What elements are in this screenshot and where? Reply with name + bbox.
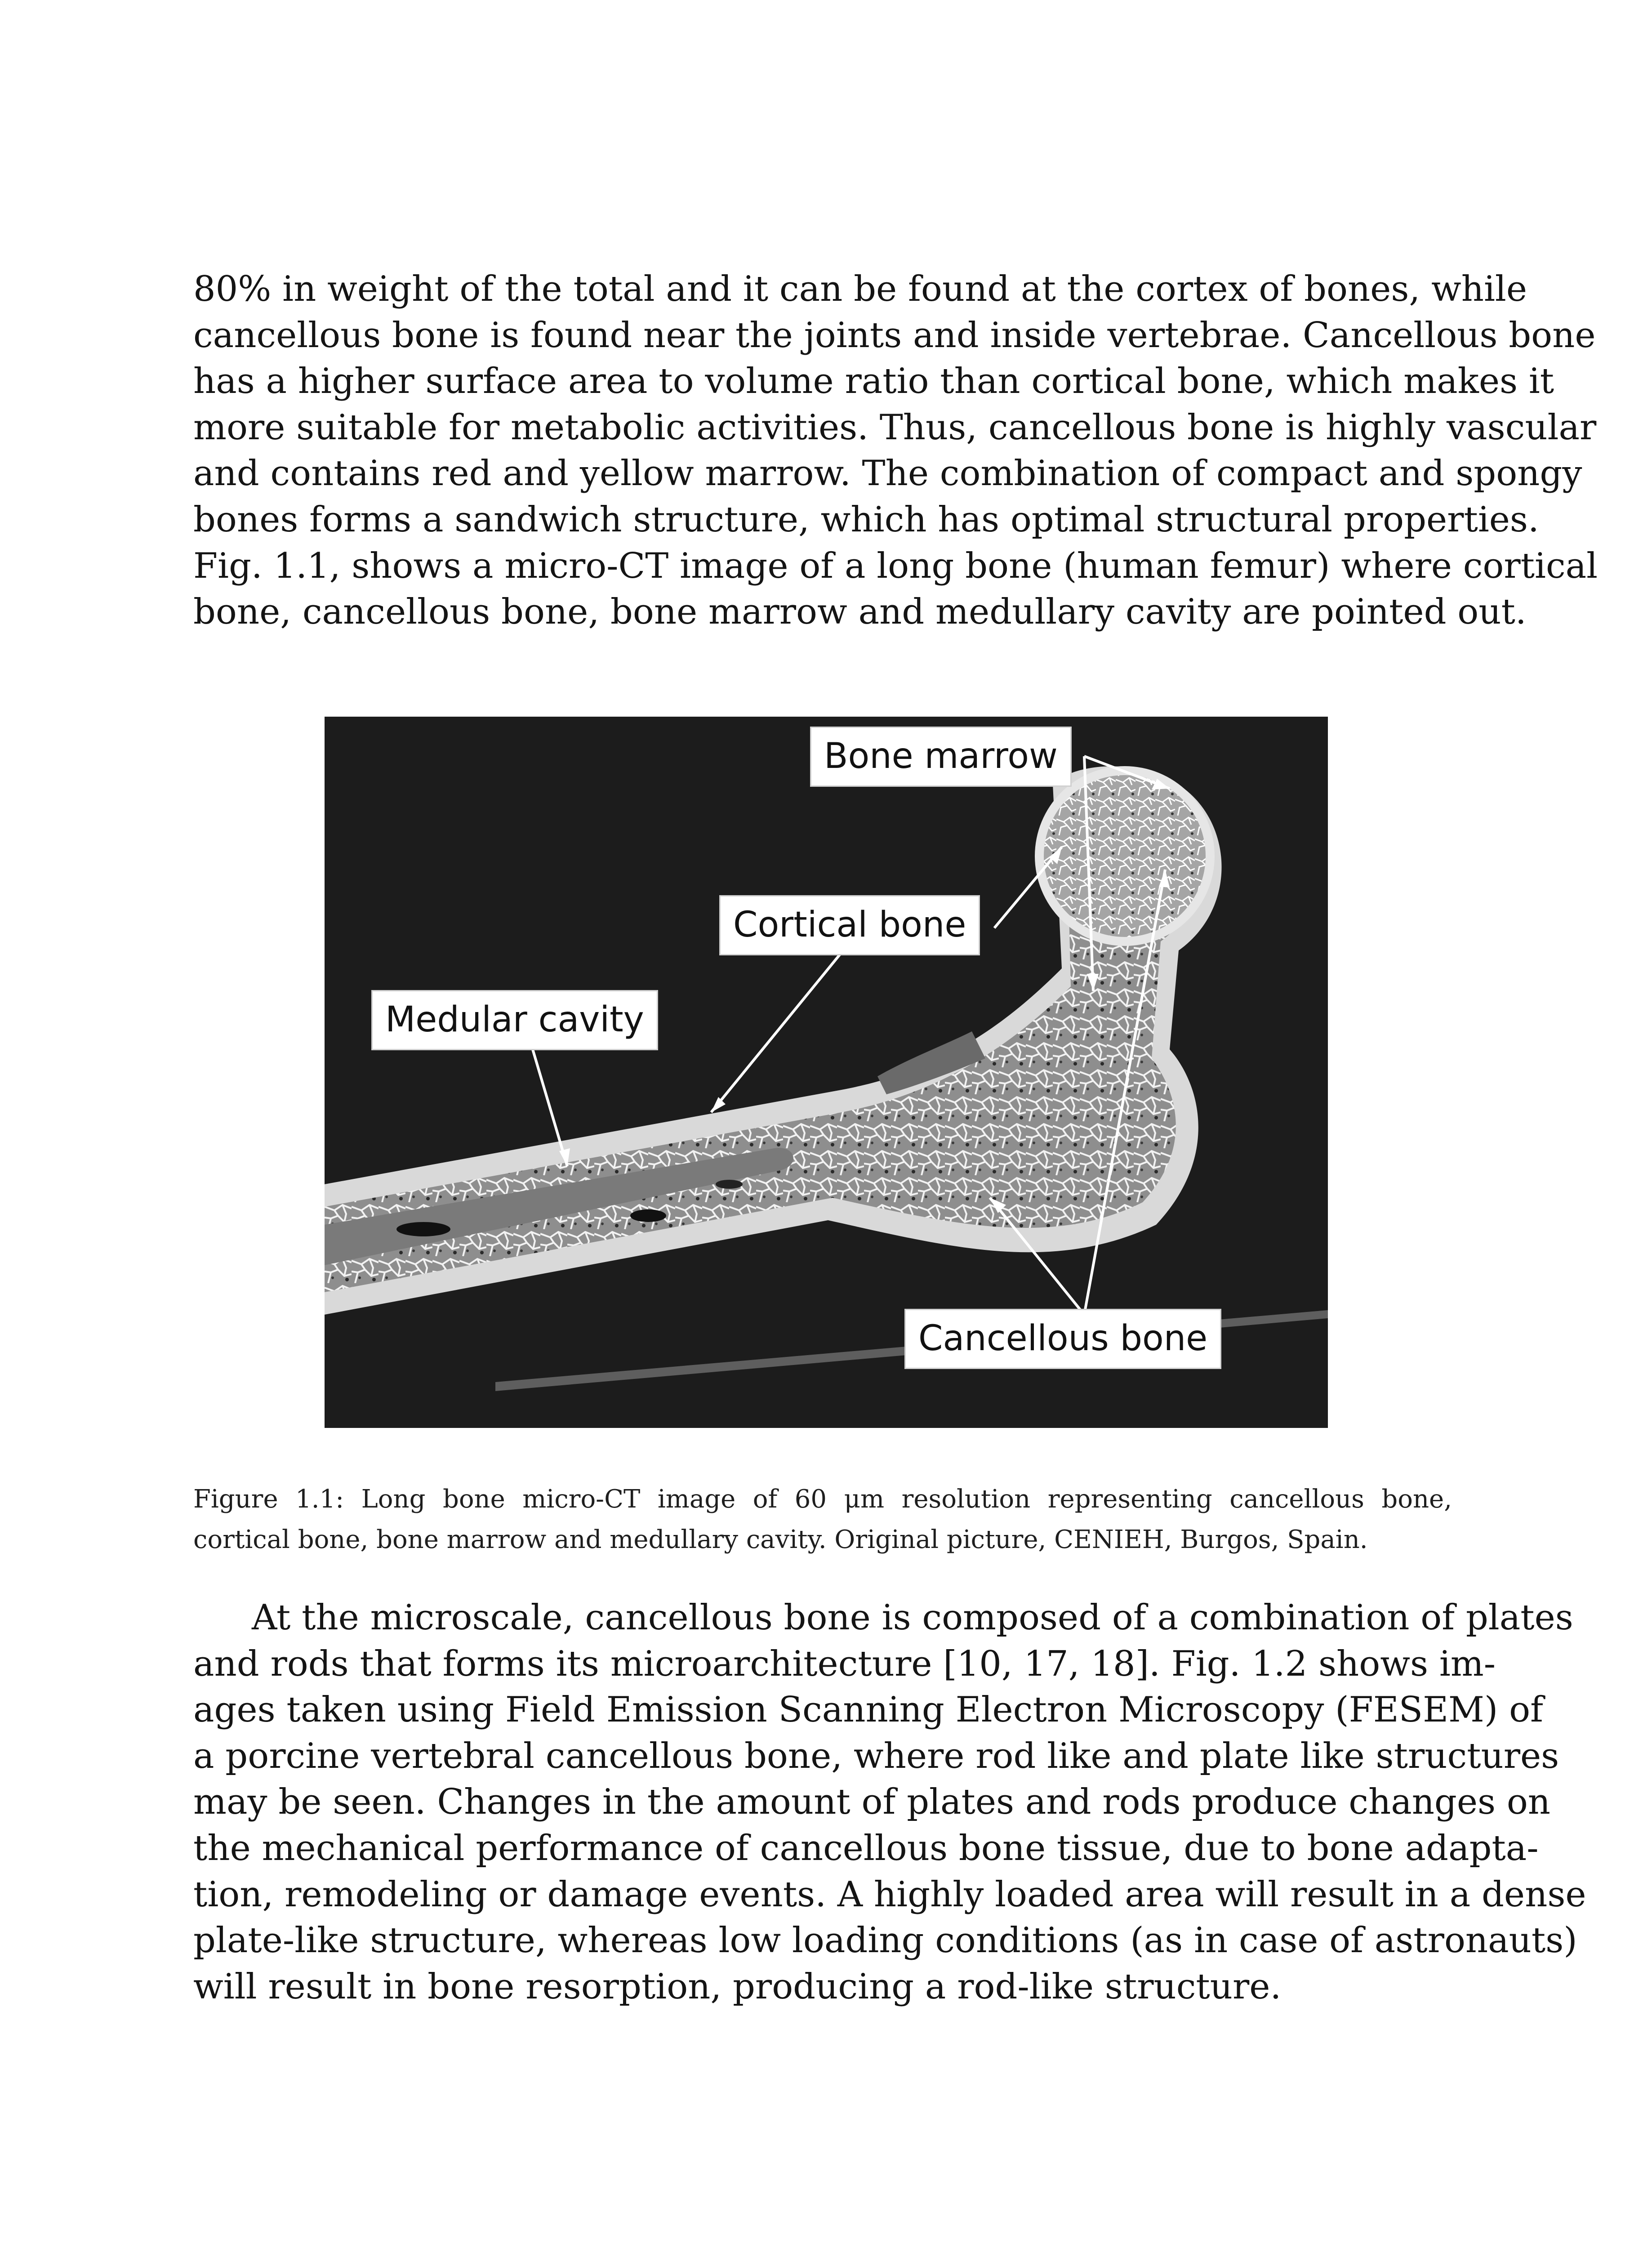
text-line: will result in bone resorption, producing a rod-like structure. <box>193 1966 1282 2007</box>
text-line: bone, cancellous bone, bone marrow and medullary cavity are pointed out. <box>193 592 1527 633</box>
text-line: and contains red and yellow marrow. The combination of compact and spongy <box>193 453 1582 494</box>
body-paragraph-2 <box>193 1595 1586 2010</box>
text-line: bones forms a sandwich structure, which has optimal structural properties. <box>193 499 1539 540</box>
text-line: and rods that forms its microarchitecture [10, 17, 18]. Fig. 1.2 shows im- <box>193 1643 1496 1684</box>
figure-caption <box>193 1479 1452 1560</box>
cancellous-bone-label: Cancellous bone <box>904 1309 1221 1369</box>
text-line: may be seen. Changes in the amount of plates and rods produce changes on <box>193 1782 1551 1823</box>
text-line: Fig. 1.1, shows a micro-CT image of a long bone (human femur) where cortical <box>193 545 1598 586</box>
bone-marrow-label: Bone marrow <box>810 727 1072 787</box>
text-line: ages taken using Field Emission Scanning Electron Microscopy (FESEM) of <box>193 1690 1543 1731</box>
caption-line: cortical bone, bone marrow and medullary cavity. Original picture, CENIEH, Burgos, Spain. <box>193 1525 1368 1554</box>
text-line: plate-like structure, whereas low loading conditions (as in case of astronauts) <box>193 1920 1577 1961</box>
caption-line: Figure 1.1: Long bone micro-CT image of 60 μm resolution representing cancellous bone, <box>193 1485 1452 1514</box>
text-line: the mechanical performance of cancellous bone tissue, due to bone adapta- <box>193 1828 1539 1869</box>
text-line: cancellous bone is found near the joints and inside vertebrae. Cancellous bone <box>193 315 1596 356</box>
text-line: tion, remodeling or damage events. A highly loaded area will result in a dense <box>193 1874 1586 1915</box>
text-line: has a higher surface area to volume ratio than cortical bone, which makes it <box>193 361 1554 402</box>
body-paragraph-1 <box>193 266 1598 635</box>
text-line: 80% in weight of the total and it can be found at the cortex of bones, while <box>193 269 1527 309</box>
micro-ct-figure <box>325 717 1328 1428</box>
medular-cavity-label: Medular cavity <box>371 990 658 1050</box>
text-line: At the microscale, cancellous bone is composed of a combination of plates <box>252 1597 1573 1638</box>
text-line: a porcine vertebral cancellous bone, where rod like and plate like structures <box>193 1735 1559 1776</box>
text-line: more suitable for metabolic activities. Thus, cancellous bone is highly vascular <box>193 407 1597 448</box>
cortical-bone-label: Cortical bone <box>719 895 980 955</box>
